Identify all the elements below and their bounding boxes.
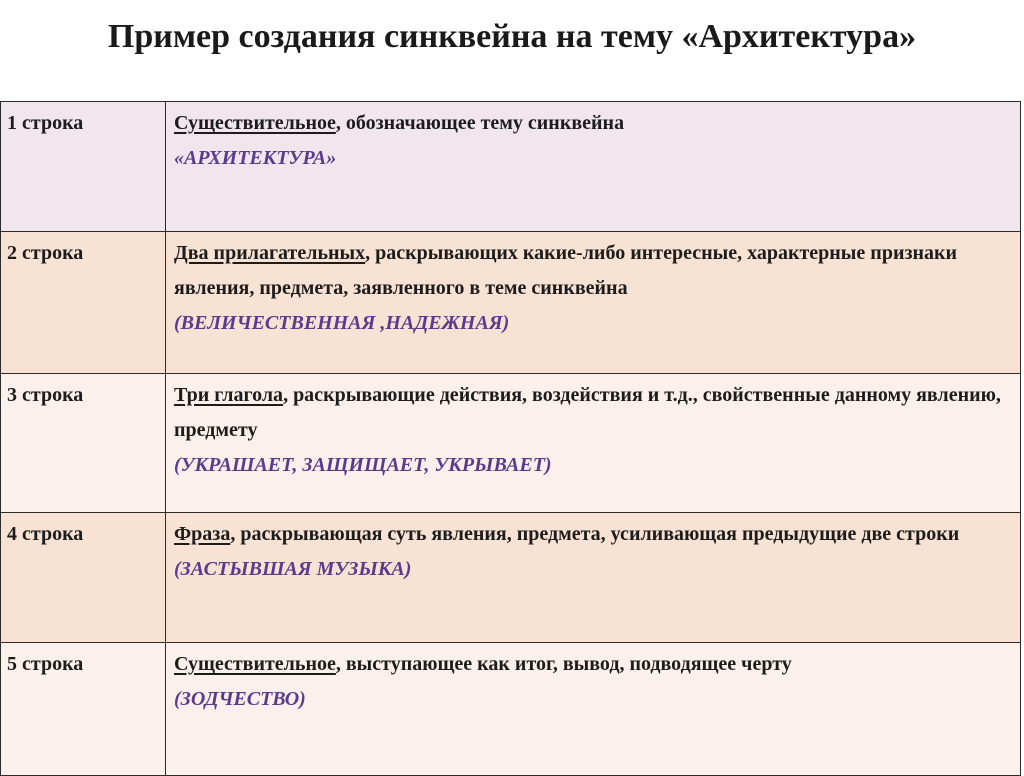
table-row xyxy=(1,374,1021,513)
row-label-cell xyxy=(1,102,166,232)
row-description-cell xyxy=(166,374,1021,513)
row-label: 4 строка xyxy=(7,523,84,545)
cinquain-table xyxy=(0,101,1021,776)
row-description-cell xyxy=(166,232,1021,374)
row-description-cell xyxy=(166,102,1021,232)
row-label: 2 строка xyxy=(7,242,84,264)
row-description: , раскрывающая суть явления, предмета, усиливающая предыдущие две строки xyxy=(230,523,960,545)
row-label: 3 строка xyxy=(7,384,84,406)
row-label-cell xyxy=(1,374,166,513)
row-keyword: Фраза xyxy=(174,523,231,545)
row-keyword: Существительное xyxy=(174,653,336,675)
row-description: , обозначающее тему синквейна xyxy=(335,112,625,134)
row-description-cell xyxy=(166,513,1021,643)
row-description-cell xyxy=(166,643,1021,776)
row-keyword: Существительное xyxy=(174,112,336,134)
row-example: (ЗОДЧЕСТВО) xyxy=(174,688,306,710)
cinquain-table-container xyxy=(0,101,1021,776)
row-description: , выступающее как итог, вывод, подводящее черту xyxy=(335,653,792,675)
row-label-cell xyxy=(1,643,166,776)
table-row xyxy=(1,232,1021,374)
row-description: , раскрывающих какие-либо интересные, характерные признаки явления, предмета, заявленного в теме синквейна xyxy=(174,242,958,299)
row-description: , раскрывающие действия, воздействия и т.д., свойственные данному явлению, предмету xyxy=(174,384,1001,441)
row-example: «АРХИТЕКТУРА» xyxy=(174,147,337,169)
row-label-cell xyxy=(1,513,166,643)
page-title: Пример создания синквейна на тему «Архитектура» xyxy=(107,18,917,55)
row-example: (ВЕЛИЧЕСТВЕННАЯ ,НАДЕЖНАЯ) xyxy=(174,312,510,334)
row-example: (ЗАСТЫВШАЯ МУЗЫКА) xyxy=(174,558,412,580)
row-keyword: Два прилагательных xyxy=(174,242,366,264)
table-row xyxy=(1,102,1021,232)
table-row xyxy=(1,513,1021,643)
row-label: 5 строка xyxy=(7,653,84,675)
row-label-cell xyxy=(1,232,166,374)
row-keyword: Три глагола xyxy=(174,384,284,406)
table-row xyxy=(1,643,1021,776)
row-label: 1 строка xyxy=(7,112,84,134)
row-example: (УКРАШАЕТ, ЗАЩИЩАЕТ, УКРЫВАЕТ) xyxy=(174,454,552,476)
